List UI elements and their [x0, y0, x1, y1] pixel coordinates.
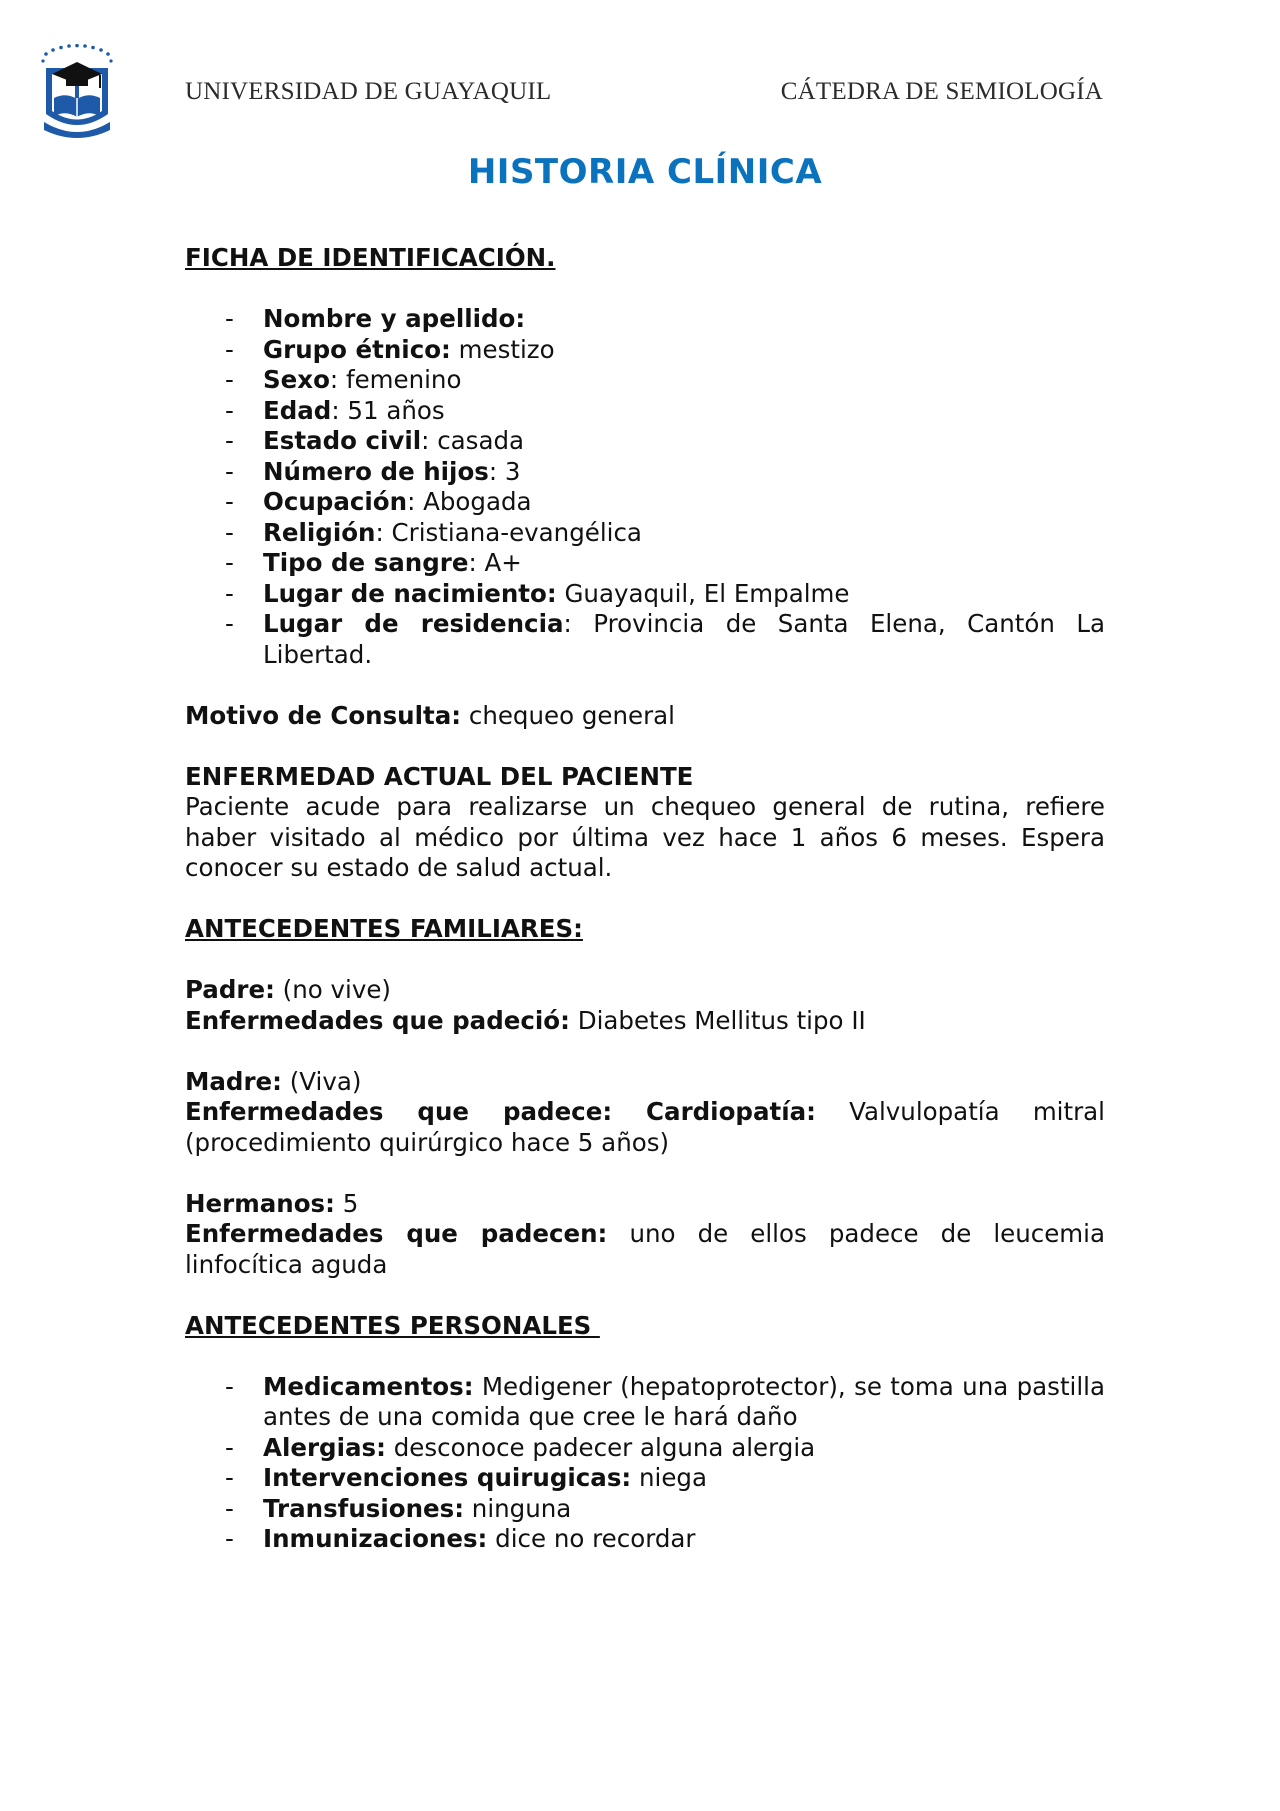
university-crest-icon — [40, 44, 114, 140]
list-item: - Alergias: desconoce padecer alguna alergia — [225, 1432, 816, 1462]
list-item: - Nombre y apellido: — [225, 304, 526, 333]
list-item: - Ocupación: Abogada — [225, 487, 532, 516]
identification-list — [185, 304, 1105, 670]
list-item: - Edad: 51 años — [225, 395, 445, 425]
department-name: CÁTEDRA DE SEMIOLOGÍA — [780, 78, 1103, 105]
list-item: - Número de hijos: 3 — [225, 456, 521, 486]
personal-history-list — [185, 1372, 1105, 1555]
list-item: - Inmunizaciones: dice no recordar — [225, 1524, 696, 1553]
list-item: - Lugar de nacimiento: Guayaquil, El Empalme — [225, 578, 850, 608]
father-diseases: Enfermedades que padeció: Diabetes Mellitus tipo II — [185, 1005, 866, 1035]
current-illness-text: Paciente acude para realizarse un chequeo general de rutina, refiere haber visitado al médico por última vez hace 1 años 6 meses. Espera conocer su estado de salud actual. — [185, 792, 1105, 882]
list-item: - Medicamentos: Medigener (hepatoprotector), se toma una pastilla antes de una comida que cree le hará daño — [225, 1371, 1105, 1431]
mother-diseases: Enfermedades que padece: Cardiopatía: Valvulopatía mitral (procedimiento quirúrgico hace 5 años) — [185, 1097, 1105, 1157]
father-status: Padre: (no vive) — [185, 975, 391, 1004]
mother-status: Madre: (Viva) — [185, 1066, 362, 1096]
page-title: HISTORIA CLÍNICA — [467, 152, 823, 192]
list-item: - Tipo de sangre: A+ — [225, 548, 522, 577]
list-item: - Religión: Cristiana-evangélica — [225, 517, 642, 547]
personal-history-heading: ANTECEDENTES PERSONALES — [185, 1310, 600, 1340]
list-item: - Transfusiones: ninguna — [225, 1493, 572, 1523]
list-item: - Lugar de residencia: Provincia de Santa Elena, Cantón La Libertad. — [225, 609, 1106, 669]
university-name: UNIVERSIDAD DE GUAYAQUIL — [185, 78, 552, 105]
identification-heading: FICHA DE IDENTIFICACIÓN. — [185, 243, 556, 272]
consultation-reason: Motivo de Consulta: chequeo general — [185, 700, 675, 730]
list-item: - Estado civil: casada — [225, 426, 525, 455]
siblings-diseases: Enfermedades que padecen: uno de ellos padece de leucemia linfocítica aguda — [185, 1219, 1105, 1279]
list-item: - Sexo: femenino — [225, 365, 462, 394]
siblings-count: Hermanos: 5 — [185, 1188, 359, 1218]
list-item: - Intervenciones quirugicas: niega — [225, 1463, 707, 1492]
family-history-heading: ANTECEDENTES FAMILIARES: — [185, 914, 583, 943]
current-illness-heading: ENFERMEDAD ACTUAL DEL PACIENTE — [185, 761, 694, 791]
list-item: - Grupo étnico: mestizo — [225, 334, 555, 364]
document-body — [185, 243, 1105, 1555]
